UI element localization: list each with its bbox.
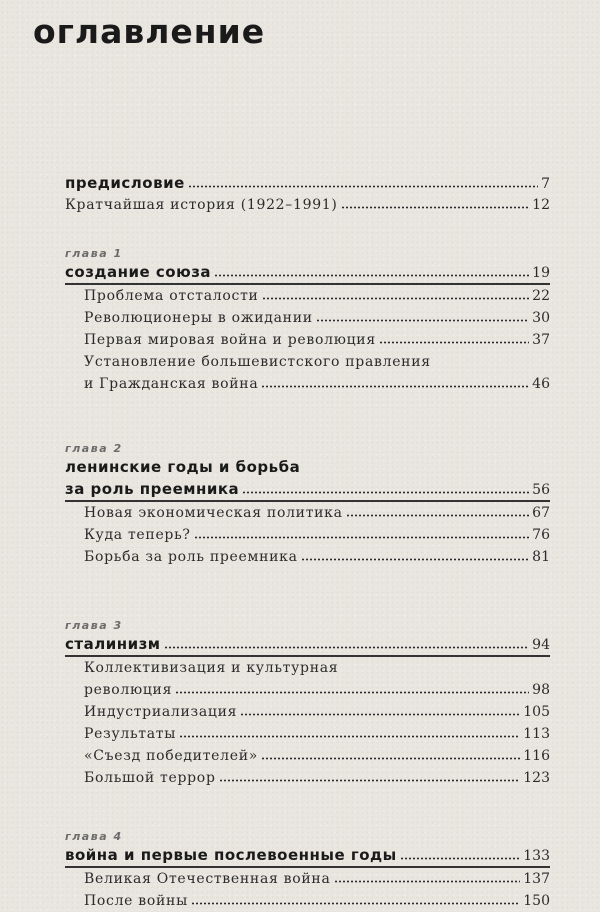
toc-entry-preface[interactable]: [65, 172, 550, 194]
dot-leader: [175, 680, 529, 694]
entry-title: Коллективизация и культурная: [84, 660, 339, 676]
chapter-1: [65, 247, 550, 395]
dot-leader: [242, 480, 529, 494]
entry-title: Результаты: [84, 726, 177, 742]
entry-title: После войны: [84, 893, 188, 909]
entry-title: Установление большевистского правления: [84, 354, 431, 370]
toc-entry[interactable]: [65, 285, 550, 307]
toc-entry[interactable]: [65, 679, 550, 701]
chapter-title-row[interactable]: [65, 261, 550, 283]
entry-title: Большой террор: [84, 770, 216, 786]
chapter-label: глава 3: [65, 619, 123, 632]
dot-leader: [334, 869, 521, 883]
toc-entry[interactable]: [65, 745, 550, 767]
page-number: 30: [532, 310, 550, 326]
entry-title: Революционеры в ожидании: [84, 310, 313, 326]
entry-title: предисловие: [65, 174, 185, 192]
page-number: 76: [532, 527, 550, 543]
page-number: 113: [523, 726, 550, 742]
dot-leader: [346, 503, 530, 517]
table-of-contents: [65, 172, 550, 912]
chapter-title-row[interactable]: [65, 478, 550, 500]
toc-entry[interactable]: [65, 524, 550, 546]
entry-title: и Гражданская война: [84, 376, 259, 392]
chapter-title: создание союза: [65, 263, 212, 281]
dot-leader: [194, 525, 530, 539]
dot-leader: [379, 330, 529, 344]
dot-leader: [219, 768, 521, 782]
chapter-label: глава 1: [65, 247, 123, 260]
toc-entry[interactable]: [65, 868, 550, 890]
toc-entry[interactable]: [65, 767, 550, 789]
toc-entry[interactable]: [65, 307, 550, 329]
page-number: 12: [532, 197, 550, 213]
page-number: 56: [532, 482, 550, 498]
dot-leader: [341, 195, 530, 209]
page-number: 22: [532, 288, 550, 304]
toc-entry[interactable]: [65, 890, 550, 912]
page-number: 67: [532, 505, 550, 521]
page-number: 137: [523, 871, 550, 887]
chapters-list: [65, 247, 550, 912]
chapter-title: сталинизм: [65, 635, 161, 653]
dot-leader: [191, 891, 520, 905]
dot-leader: [301, 547, 530, 561]
dot-leader: [240, 702, 520, 716]
chapter-label: глава 4: [65, 830, 123, 843]
entry-title: Великая Отечественная война: [84, 871, 331, 887]
toc-entry[interactable]: [65, 701, 550, 723]
page-number: 7: [541, 176, 550, 192]
dot-leader: [179, 724, 520, 738]
dot-leader: [400, 846, 521, 860]
dot-leader: [214, 263, 529, 277]
dot-leader: [316, 308, 529, 322]
chapter-3: [65, 619, 550, 789]
chapter-title: война и первые послевоенные годы: [65, 846, 397, 864]
chapter-title-row[interactable]: [65, 844, 550, 866]
toc-entry[interactable]: [65, 373, 550, 395]
dot-leader: [188, 174, 538, 188]
entry-title: революция: [84, 682, 173, 698]
toc-entry[interactable]: [65, 502, 550, 524]
toc-entry-short-history[interactable]: [65, 194, 550, 216]
entry-title: Кратчайшая история (1922–1991): [65, 197, 338, 213]
page-number: 19: [532, 265, 550, 281]
page-number: 46: [532, 376, 550, 392]
dot-leader: [261, 374, 529, 388]
entry-title: Новая экономическая политика: [84, 505, 343, 521]
page-number: 81: [532, 549, 550, 565]
entry-title: Индустриализация: [84, 704, 238, 720]
toc-entry[interactable]: [65, 546, 550, 568]
page-number: 105: [523, 704, 550, 720]
page-number: 133: [523, 848, 550, 864]
chapter-4: [65, 830, 550, 912]
dot-leader: [261, 746, 520, 760]
page-number: 37: [532, 332, 550, 348]
entry-title: Первая мировая война и революция: [84, 332, 376, 348]
toc-entry[interactable]: [65, 723, 550, 745]
entry-title: Проблема отсталости: [84, 288, 259, 304]
page-number: 94: [532, 637, 550, 653]
dot-leader: [262, 286, 530, 300]
chapter-title: за роль преемника: [65, 480, 240, 498]
page-number: 116: [523, 748, 550, 764]
toc-entry[interactable]: [65, 329, 550, 351]
entry-title-line[interactable]: [65, 351, 550, 373]
chapter-2: [65, 442, 550, 568]
entry-title-line[interactable]: [65, 657, 550, 679]
entry-title: Борьба за роль преемника: [84, 549, 298, 565]
page-title: оглавление: [33, 12, 266, 51]
chapter-label: глава 2: [65, 442, 123, 455]
page-number: 150: [523, 893, 550, 909]
dot-leader: [164, 635, 530, 649]
chapter-title-row[interactable]: [65, 633, 550, 655]
page-number: 98: [532, 682, 550, 698]
entry-title: «Съезд победителей»: [84, 748, 259, 764]
entry-title: Куда теперь?: [84, 527, 191, 543]
chapter-title[interactable]: ленинские годы и борьба: [65, 458, 301, 476]
page-number: 123: [523, 770, 550, 786]
